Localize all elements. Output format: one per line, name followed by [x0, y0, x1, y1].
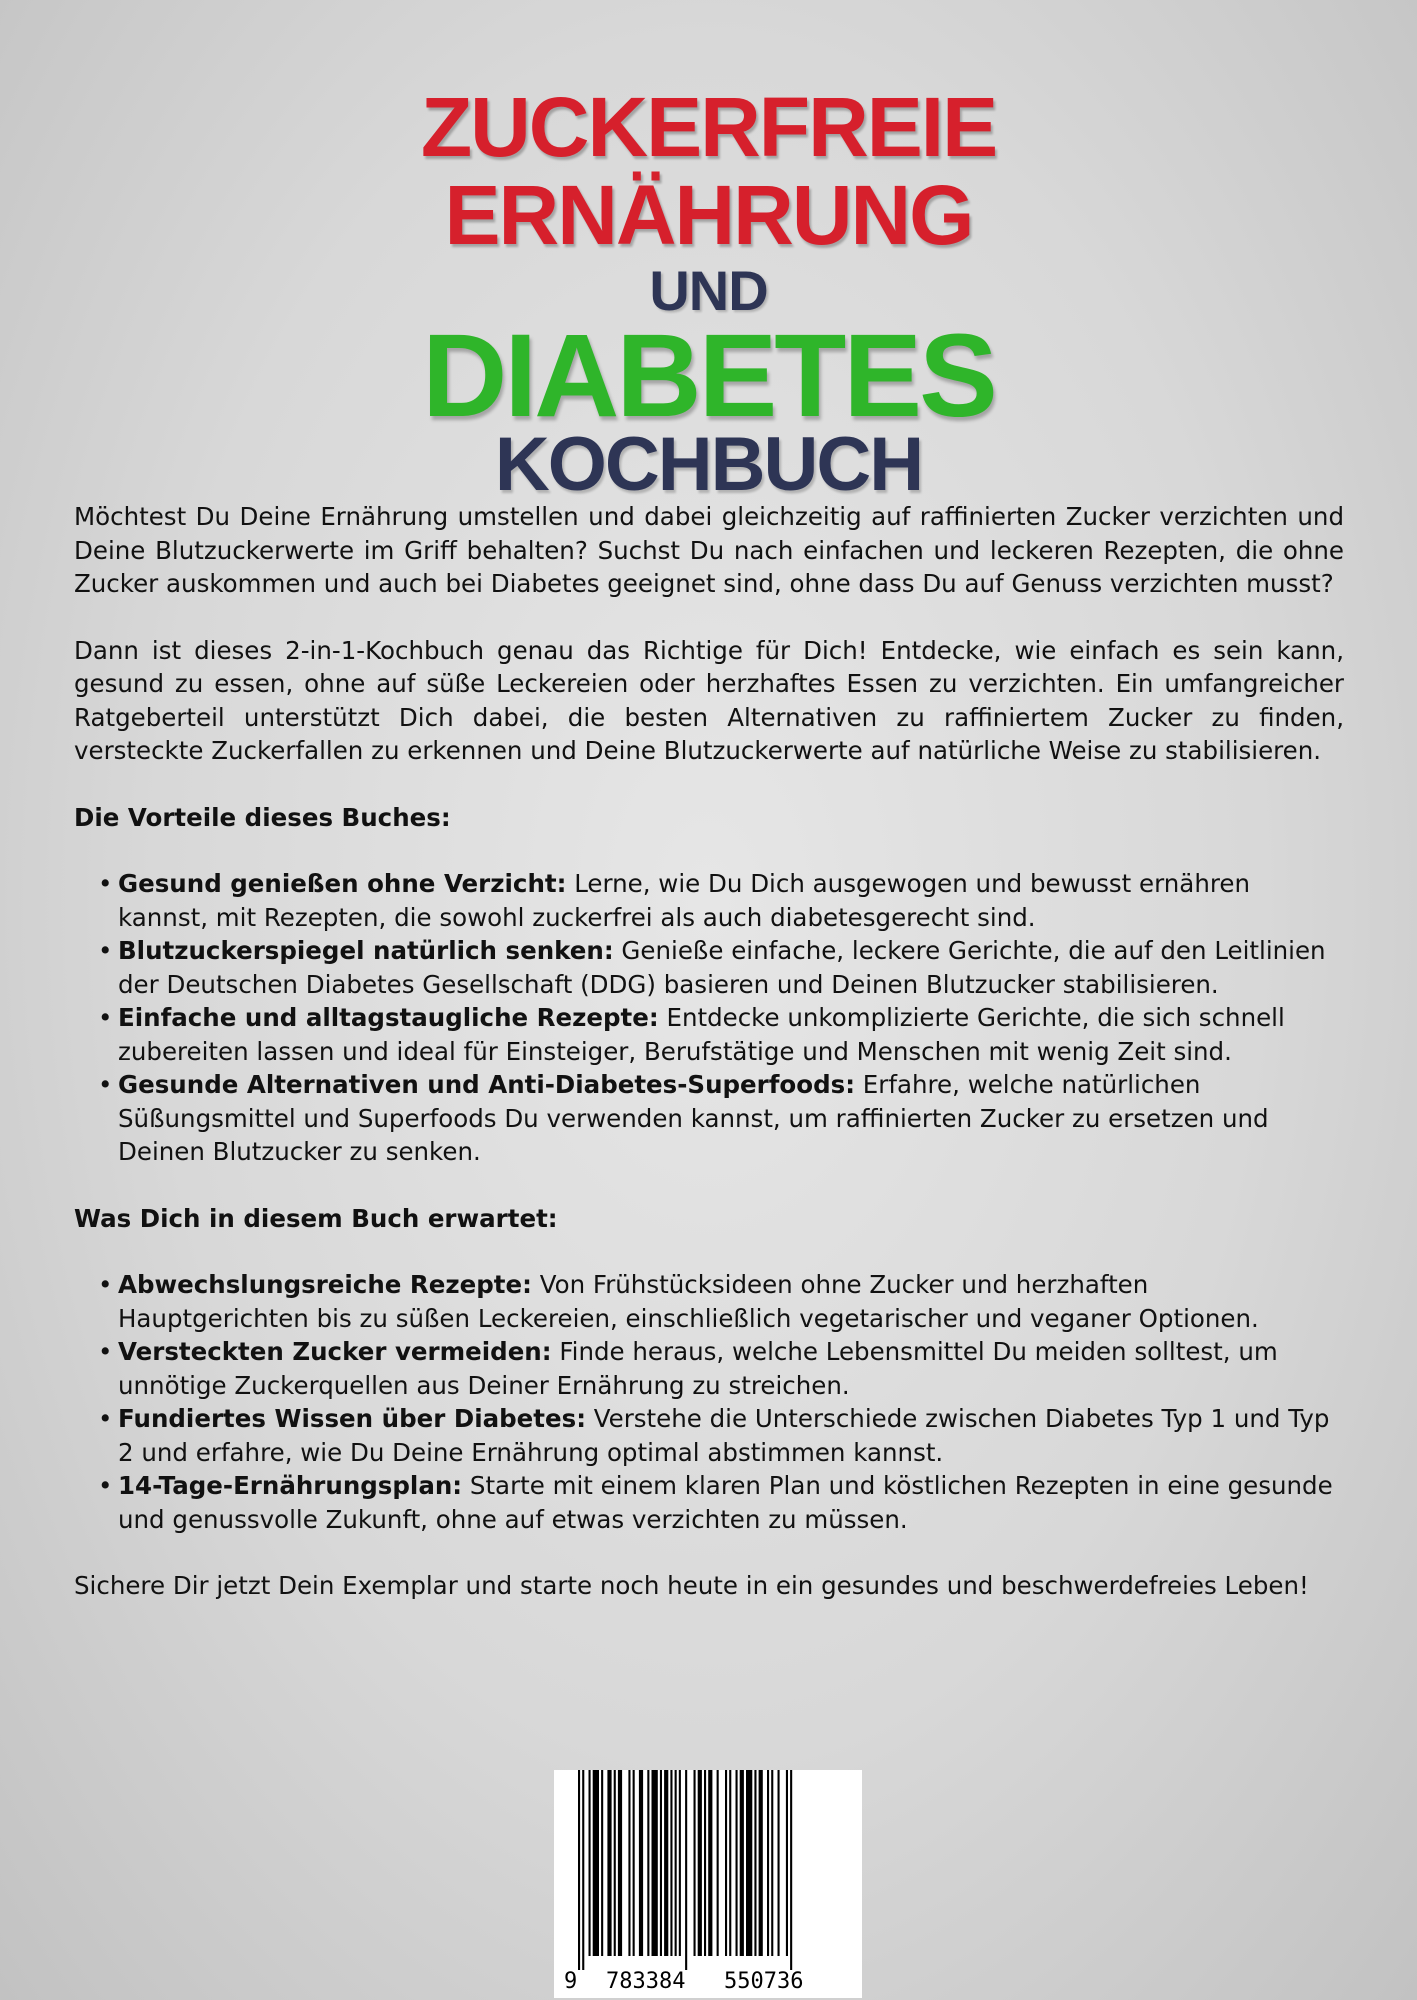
list-item-text: Lerne, wie Du Dich ausgewogen und bewusst ernähren kannst, mit Rezepten, die sowohl zuckerfrei als auch diabetesgerecht sind.: [118, 869, 1250, 932]
isbn-barcode: [554, 1770, 862, 1998]
barcode-bar: [660, 1770, 662, 1956]
list-item-title: Gesunde Alternativen und Anti-Diabetes-Superfoods:: [118, 1070, 855, 1099]
barcode-graphic: [554, 1770, 862, 1998]
barcode-bar: [633, 1770, 635, 1956]
barcode-bars: [578, 1770, 792, 1970]
expect-heading: Was Dich in diesem Buch erwartet:: [74, 1203, 558, 1233]
list-item-text: Starte mit einem klaren Plan und köstlichen Rezepten in eine gesunde und genussvolle Zukunft, ohne auf etwas verzichten zu müssen.: [118, 1471, 1333, 1534]
barcode-bar: [746, 1770, 752, 1956]
barcode-bar: [628, 1770, 630, 1956]
barcode-bar: [607, 1770, 611, 1956]
list-item: [74, 1469, 1344, 1536]
barcode-bar: [771, 1770, 773, 1956]
barcode-bar: [729, 1770, 731, 1956]
bullet-icon: •: [98, 1337, 113, 1366]
benefits-heading: Die Vorteile dieses Buches:: [74, 802, 451, 832]
barcode-bar: [725, 1770, 727, 1956]
list-item-title: Gesund genießen ohne Verzicht:: [118, 869, 567, 898]
barcode-bar: [685, 1770, 687, 1970]
title-line-ernaehrung: ERNÄHRUNG: [444, 168, 973, 262]
barcode-bar: [759, 1770, 763, 1956]
list-item: [74, 934, 1344, 1001]
intro-paragraph-1: Möchtest Du Deine Ernährung umstellen und dabei gleichzeitig auf raffinierten Zucker verzichten und Deine Blutzuckerwerte im Griff behalten? Suchst Du nach einfachen und leckeren Rezepten, die ohne Zucker auskommen und auch bei Diabetes geeignet sind, ohne dass Du auf Genuss verzichten musst?: [74, 502, 1344, 598]
barcode-digit-group-left: 783384: [606, 1969, 686, 1994]
bullet-icon: •: [98, 1270, 113, 1299]
bullet-icon: •: [98, 1404, 113, 1433]
title-line-und: UND: [649, 259, 768, 322]
list-item-text: Finde heraus, welche Lebensmittel Du meiden solltest, um unnötige Zuckerquellen aus Deiner Ernährung zu streichen.: [118, 1337, 1278, 1400]
barcode-bar: [618, 1770, 622, 1956]
barcode-bar: [647, 1770, 649, 1956]
list-item: [74, 867, 1344, 934]
barcode-bar: [778, 1770, 780, 1956]
list-item-title: Blutzuckerspiegel natürlich senken:: [118, 936, 614, 965]
list-item-title: Abwechslungsreiche Rezepte:: [118, 1270, 532, 1299]
list-item: [74, 1001, 1344, 1068]
bullet-icon: •: [98, 1070, 113, 1099]
list-item: [74, 1402, 1344, 1469]
list-item: [74, 1335, 1344, 1402]
barcode-bar: [593, 1770, 599, 1956]
barcode-bar: [578, 1770, 580, 1970]
barcode-bar: [670, 1770, 672, 1956]
barcode-bar: [717, 1770, 719, 1956]
barcode-bar: [582, 1770, 584, 1970]
list-item-title: Einfache und alltagstaugliche Rezepte:: [118, 1003, 659, 1032]
list-item-text: Verstehe die Unterschiede zwischen Diabetes Typ 1 und Typ 2 und erfahre, wie Du Deine Ernährung optimal abstimmen kannst.: [118, 1404, 1330, 1467]
title-line-zuckerfreie: ZUCKERFREIE: [420, 80, 997, 174]
bullet-icon: •: [98, 869, 113, 898]
barcode-bar: [601, 1770, 603, 1956]
closing-sentence: Sichere Dir jetzt Dein Exemplar und starte noch heute in ein gesundes und beschwerdefreies Leben!: [74, 1571, 1309, 1600]
barcode-bar: [589, 1770, 591, 1956]
barcode-bar: [767, 1770, 769, 1956]
description-text: [74, 500, 1344, 1603]
list-item-text: Erfahre, welche natürlichen Süßungsmittel und Superfoods Du verwenden kannst, um raffinierten Zucker zu ersetzen und Deinen Blutzucker zu senken.: [118, 1070, 1269, 1166]
barcode-bar: [790, 1770, 792, 1970]
barcode-bar: [740, 1770, 744, 1956]
barcode-bar: [664, 1770, 668, 1956]
bullet-icon: •: [98, 1003, 113, 1032]
barcode-bar: [675, 1770, 677, 1956]
barcode-bar: [736, 1770, 738, 1956]
barcode-bar: [652, 1770, 658, 1956]
barcode-bar: [694, 1770, 696, 1956]
list-item-title: Fundiertes Wissen über Diabetes:: [118, 1404, 586, 1433]
barcode-bar: [639, 1770, 643, 1956]
bullet-icon: •: [98, 1471, 113, 1500]
list-item-text: Von Frühstücksideen ohne Zucker und herzhaften Hauptgerichten bis zu süßen Leckereien, einschließlich vegetarischer und veganer Optionen.: [118, 1270, 1259, 1333]
bullet-icon: •: [98, 936, 113, 965]
barcode-bar: [754, 1770, 756, 1956]
barcode-bar: [679, 1770, 681, 1956]
barcode-digit-group-right: 550736: [724, 1969, 804, 1994]
intro-paragraph-2: Dann ist dieses 2-in-1-Kochbuch genau das Richtige für Dich! Entdecke, wie einfach es sein kann, gesund zu essen, ohne auf süße Leckereien oder herzhaftes Essen zu verzichten. Ein umfangreicher Ratgeberteil unterstützt Dich dabei, die besten Alternativen zu raffiniertem Zucker zu finden, versteckte Zuckerfallen zu erkennen und Deine Blutzuckerwerte auf natürliche Weise zu stabilisieren.: [74, 635, 1344, 765]
list-item-text: Genieße einfache, leckere Gerichte, die auf den Leitlinien der Deutschen Diabetes Gesellschaft (DDG) basieren und Deinen Blutzucker stabilisieren.: [118, 936, 1326, 999]
book-title: [0, 80, 1417, 507]
list-item: [74, 1268, 1344, 1335]
list-item: [74, 1068, 1344, 1169]
title-line-diabetes: DIABETES: [422, 310, 995, 442]
barcode-digit-first: 9: [564, 1969, 578, 1994]
expect-list: [74, 1268, 1344, 1536]
barcode-bar: [614, 1770, 616, 1956]
benefits-list: [74, 867, 1344, 1169]
list-item-title: 14-Tage-Ernährungsplan:: [118, 1471, 463, 1500]
list-item-text: Entdecke unkomplizierte Gerichte, die sich schnell zubereiten lassen und ideal für Einsteiger, Berufstätige und Menschen mit wenig Zeit sind.: [118, 1003, 1285, 1066]
barcode-bar: [704, 1770, 706, 1956]
title-line-kochbuch: KOCHBUCH: [494, 422, 923, 507]
barcode-bar: [698, 1770, 702, 1956]
barcode-bar: [708, 1770, 712, 1956]
barcode-bar: [786, 1770, 788, 1956]
list-item-title: Versteckten Zucker vermeiden:: [118, 1337, 552, 1366]
